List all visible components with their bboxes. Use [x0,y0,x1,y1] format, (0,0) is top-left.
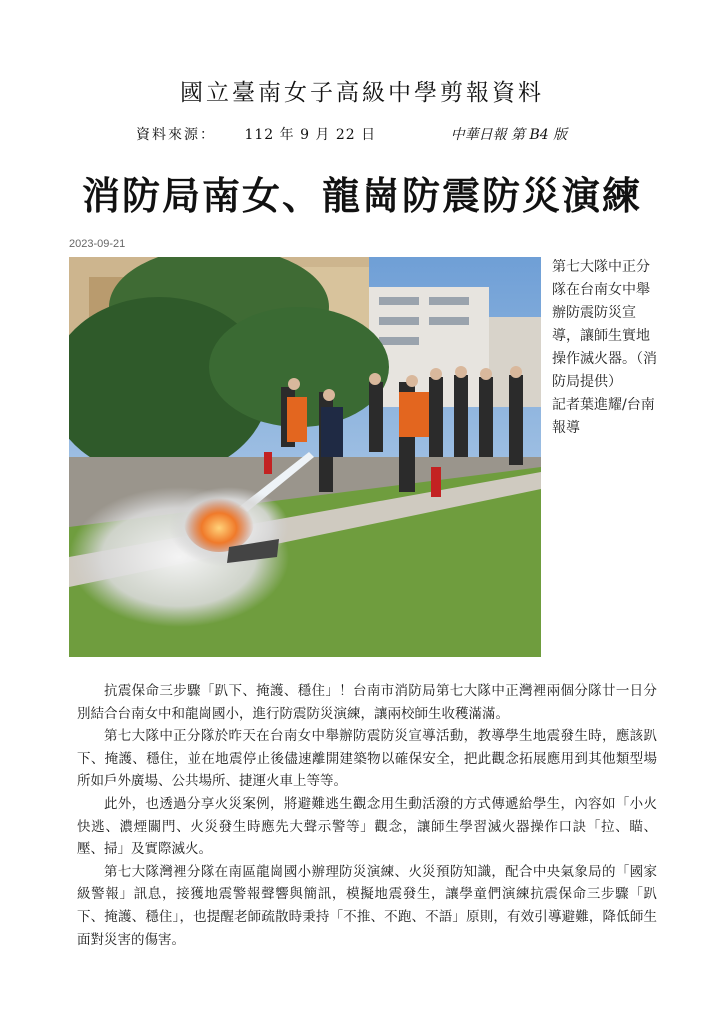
paragraph: 此外，也透過分享火災案例，將避難逃生觀念用生動活潑的方式傳遞給學生，內容如「小火快逃、濃煙關門、火災發生時應先大聲示警等」觀念，讓師生學習滅火器操作口訣「拉、瞄、壓、掃」及實際滅火。 [77,795,657,858]
paragraph: 第七大隊灣裡分隊在南區龍崗國小辦理防災演練、火災預防知識，配合中央氣象局的「國家級警報」訊息，接獲地震警報聲響與簡訊，模擬地震發生，讓學童們演練抗震保命三步驟「趴下、掩護、穩住」，也提醒老師疏散時秉持「不推、不跑、不語」原則，有效引導避難，降低師生面對災害的傷害。 [77,863,657,948]
news-photo [69,257,541,657]
school-title: 國立臺南女子高級中學剪報資料 [180,80,544,106]
published-date: 2023-09-21 [69,238,126,250]
photo-caption [552,256,662,440]
article-headline: 消防局南女、龍崗防震防災演練 [81,174,642,218]
paragraph: 抗震保命三步驟「趴下、掩護、穩住」！台南市消防局第七大隊中正灣裡兩個分隊廿一日分別結合台南女中和龍崗國小，進行防震防災演練，讓兩校師生收穫滿滿。 [77,683,657,722]
newspaper-name: 中華日報 第 B4 版 [450,127,568,143]
clipping-date: 112 年 9 月 22 日 [244,127,377,143]
article-body [77,680,657,951]
byline: 記者葉進耀/台南報導 [552,397,655,436]
paragraph: 第七大隊中正分隊於昨天在台南女中舉辦防震防災宣導活動，教導學生地震發生時，應該趴下、掩護、穩住，並在地震停止後儘速離開建築物以確保安全，把此觀念拓展應用到其他類型場所如戶外廣場、公共場所、捷運火車上等等。 [77,728,657,790]
source-label: 資料來源： [136,127,216,143]
caption-text: 第七大隊中正分隊在台南女中舉辦防震防災宣導，讓師生實地操作滅火器。（消防局提供） [552,259,657,390]
source-line [136,124,567,144]
